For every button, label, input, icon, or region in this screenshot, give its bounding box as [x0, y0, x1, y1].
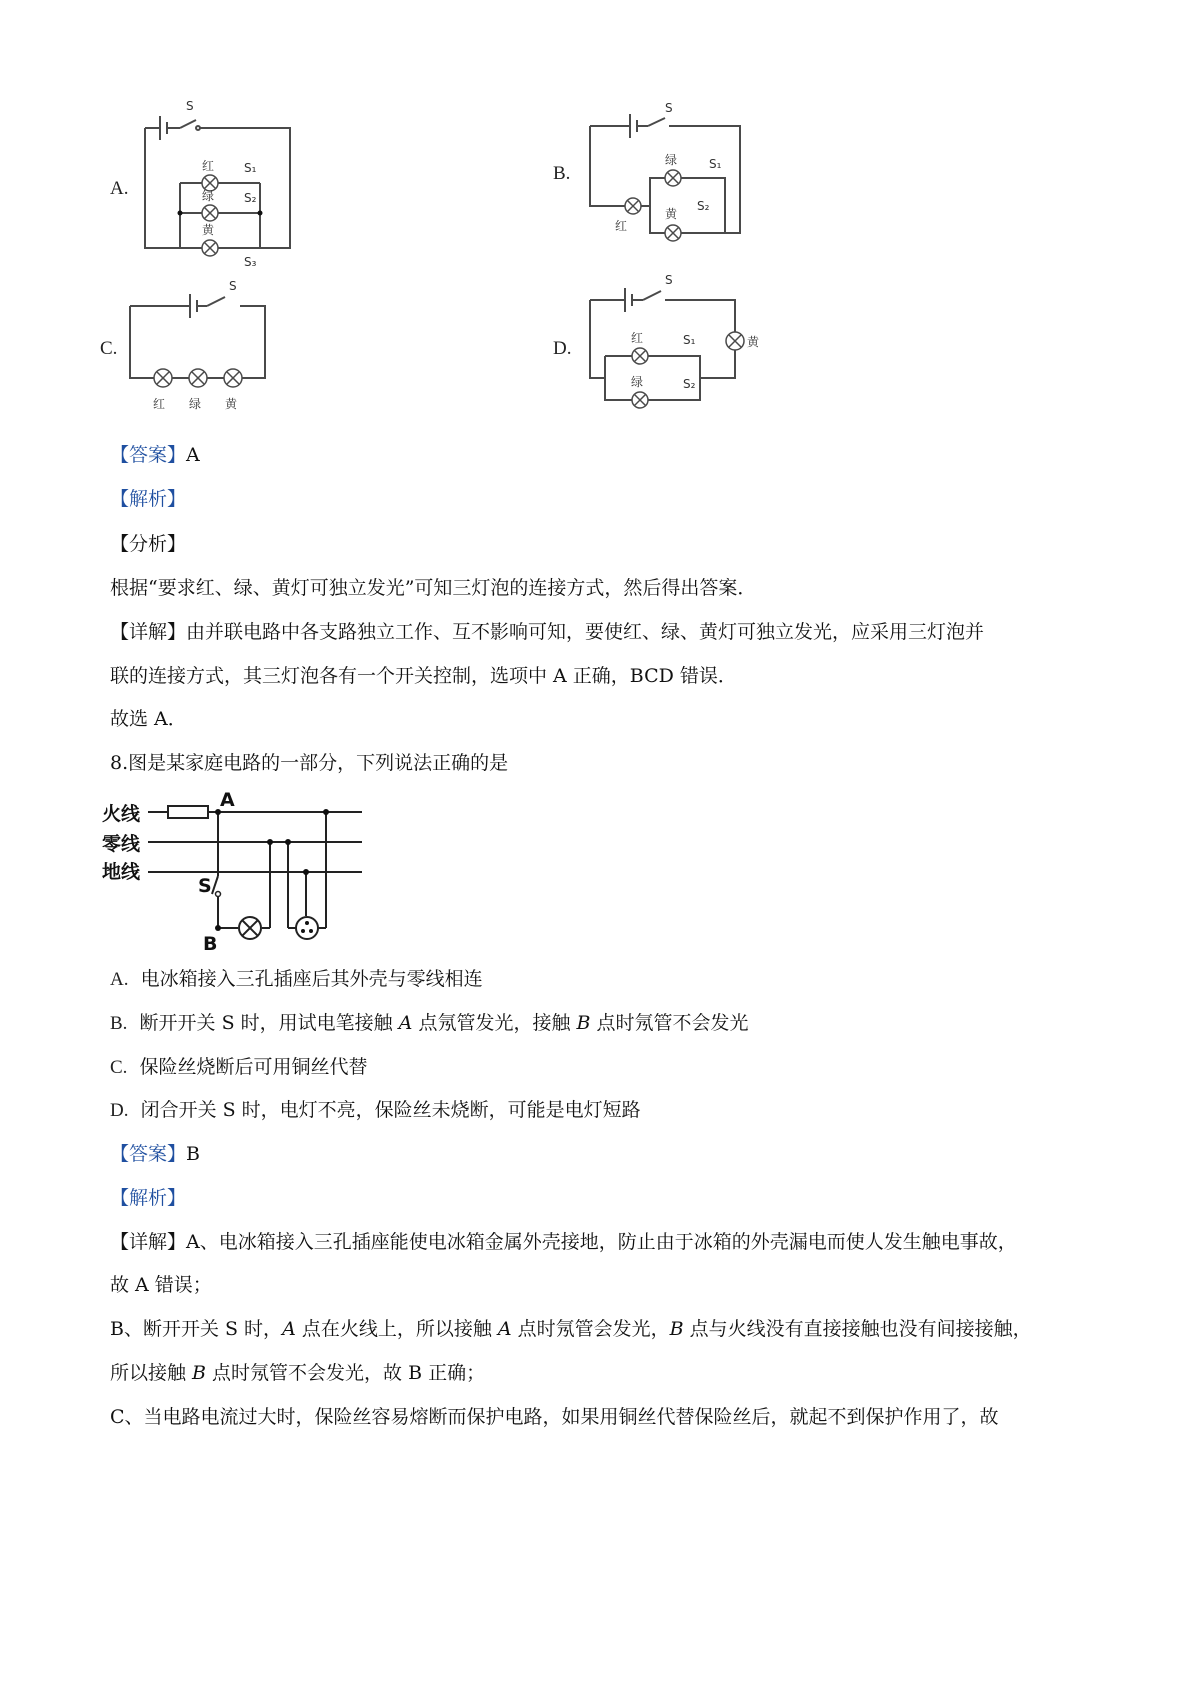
q8-option-c: C. 保险丝烧断后可用铜丝代替 — [110, 1056, 368, 1078]
q7-conclusion: 故选 A． — [110, 708, 187, 730]
home-circuit-diagram — [100, 790, 380, 960]
q8-detail-a1: 【详解】A、电冰箱接入三孔插座能使电冰箱金属外壳接地，防止由于冰箱的外壳漏电而使人发生触电事故， — [110, 1231, 1017, 1253]
q7-fenxi-tag: 【分析】 — [110, 533, 187, 555]
point-a-label: A — [220, 790, 235, 811]
q8-option-a: A. 电冰箱接入三孔插座后其外壳与零线相连 — [110, 968, 483, 990]
svg-text:S₁: S₁ — [709, 157, 722, 171]
switch-s-label: S — [198, 875, 212, 897]
q8-stem: 8.图是某家庭电路的一部分，下列说法正确的是 — [110, 752, 509, 774]
q8-option-d: D. 闭合开关 S 时，电灯不亮，保险丝未烧断，可能是电灯短路 — [110, 1099, 641, 1121]
q7-fenxi-text: 根据“要求红、绿、黄灯可独立发光”可知三灯泡的连接方式，然后得出答案． — [110, 577, 757, 599]
option-a-label: A. — [110, 178, 129, 199]
ground-wire-label: 地线 — [102, 861, 141, 883]
option-c-label: C. — [100, 338, 118, 359]
svg-text:S₂: S₂ — [244, 191, 257, 205]
svg-text:红: 红 — [153, 397, 166, 411]
q7-analysis-tag: 【解析】 — [110, 488, 187, 510]
svg-text:S: S — [665, 273, 673, 287]
circuit-diagram-d — [585, 268, 770, 418]
svg-text:黄: 黄 — [665, 207, 678, 221]
q7-detail-line2: 联的连接方式，其三灯泡各有一个开关控制，选项中 A 正确，BCD 错误． — [110, 665, 737, 687]
circuit-diagram-a — [140, 98, 300, 268]
svg-text:S₂: S₂ — [697, 199, 710, 213]
option-b-label: B. — [553, 163, 571, 184]
q8-option-b: B. 断开开关 S 时，用试电笔接触 A 点氖管发光，接触 B 点时氖管不会发光 — [110, 1012, 749, 1034]
svg-text:红: 红 — [615, 219, 628, 233]
q8-detail-b2: 所以接触 B 点时氖管不会发光，故 B 正确； — [110, 1362, 486, 1384]
svg-text:红: 红 — [631, 331, 644, 345]
svg-text:S₁: S₁ — [683, 333, 696, 347]
q8-detail-b1: B、断开开关 S 时，A 点在火线上，所以接触 A 点时氖管会发光，B 点与火线没有直接接触也没有间接接触， — [110, 1318, 1032, 1340]
q7-detail-line1: 【详解】由并联电路中各支路独立工作、互不影响可知，要使红、绿、黄灯可独立发光，应采用三灯泡并 — [110, 621, 985, 643]
circuit-diagram-c — [125, 278, 275, 418]
svg-text:红: 红 — [202, 159, 215, 173]
neutral-wire-label: 零线 — [102, 833, 141, 855]
live-wire-label: 火线 — [102, 803, 141, 825]
svg-text:绿: 绿 — [631, 375, 644, 389]
q8-answer: 【答案】B — [110, 1143, 200, 1165]
svg-text:绿: 绿 — [665, 153, 678, 167]
svg-text:绿: 绿 — [202, 189, 215, 203]
option-d-label: D. — [553, 338, 572, 359]
svg-text:S: S — [665, 101, 673, 115]
circuit-diagram-b — [585, 98, 760, 248]
svg-text:黄: 黄 — [225, 397, 238, 411]
q7-answer: 【答案】A — [110, 444, 200, 466]
point-b-label: B — [203, 933, 218, 955]
svg-text:S: S — [229, 279, 237, 293]
svg-text:黄: 黄 — [747, 335, 760, 349]
svg-text:绿: 绿 — [189, 397, 202, 411]
svg-text:S₃: S₃ — [244, 255, 257, 268]
svg-text:黄: 黄 — [202, 223, 215, 237]
svg-text:S₂: S₂ — [683, 377, 696, 391]
q8-analysis-tag: 【解析】 — [110, 1187, 187, 1209]
q8-detail-c1: C、当电路电流过大时，保险丝容易熔断而保护电路，如果用铜丝代替保险丝后，就起不到保护作用了，故 — [110, 1406, 999, 1428]
q8-detail-a2: 故 A 错误； — [110, 1274, 212, 1296]
switch-label: S — [186, 99, 194, 113]
svg-text:S₁: S₁ — [244, 161, 257, 175]
